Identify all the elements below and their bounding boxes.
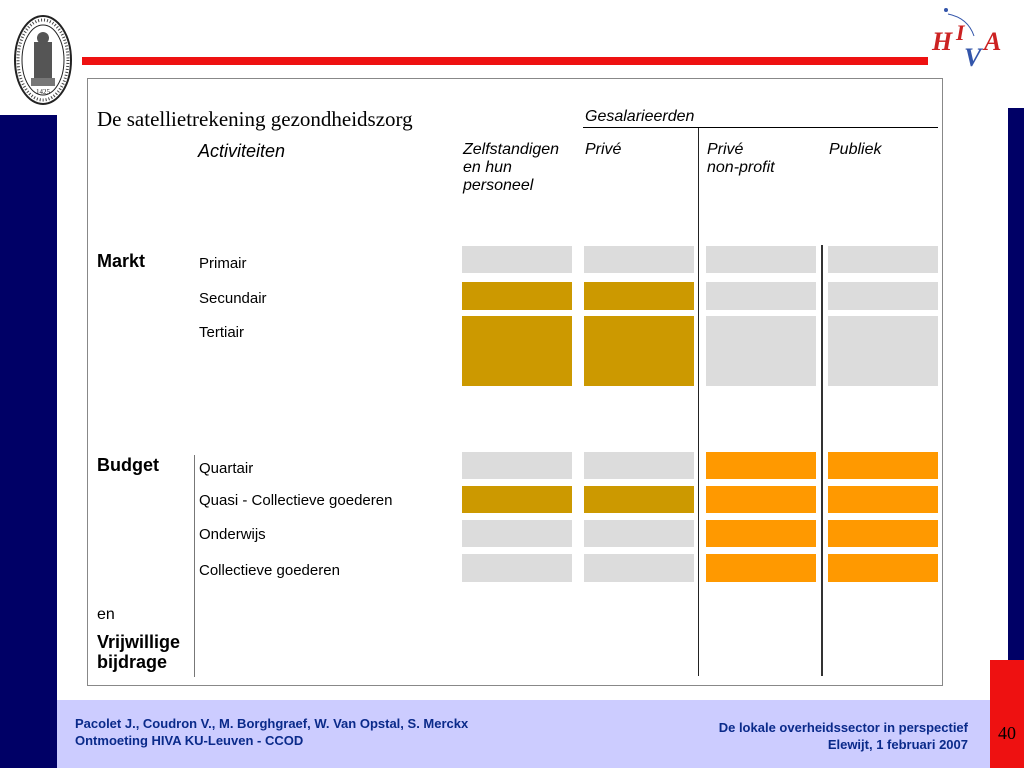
- column-header-line: personeel: [463, 177, 534, 194]
- section-budget: Budget: [97, 455, 159, 475]
- matrix-cell-grey: [462, 452, 572, 479]
- section-markt: Markt: [97, 251, 146, 271]
- matrix-cell-grey: [584, 520, 694, 547]
- column-header-line: en hun: [463, 159, 512, 176]
- row-label: Tertiair: [199, 324, 245, 341]
- group-header: Gesalarieerden: [585, 108, 695, 125]
- footer-event-line: Ontmoeting HIVA KU-Leuven - CCOD: [75, 733, 304, 748]
- section-en: en: [97, 606, 115, 623]
- matrix-cell-grey: [462, 554, 572, 582]
- section-vrijwillige: [97, 632, 180, 672]
- matrix-cell-grey: [584, 554, 694, 582]
- page-number: 40: [998, 723, 1016, 743]
- svg-text:1425: 1425: [36, 88, 50, 96]
- matrix-cell-orange: [828, 554, 938, 582]
- row-label: Quasi - Collectieve goederen: [199, 492, 393, 509]
- column-header-line: non-profit: [707, 159, 775, 176]
- hiva-logo: [928, 6, 1020, 72]
- matrix-cell-grey: [828, 282, 938, 310]
- left-navy-bar: [0, 115, 57, 768]
- matrix-cell-orange: [828, 520, 938, 547]
- matrix-cell-orange: [828, 486, 938, 513]
- matrix-cell-gold: [584, 316, 694, 386]
- row-label: Collectieve goederen: [199, 562, 340, 579]
- matrix-cell-gold: [462, 486, 572, 513]
- matrix-cell-gold: [462, 282, 572, 310]
- matrix-cell-orange: [706, 452, 816, 479]
- footer-authors-line: Pacolet J., Coudron V., M. Borghgraef, W. Van Opstal, S. Merckx: [75, 716, 469, 731]
- matrix-cell-grey: [584, 246, 694, 273]
- row-label: Primair: [199, 255, 247, 272]
- row-label: Secundair: [199, 290, 267, 307]
- matrix-cell-grey: [584, 452, 694, 479]
- footer-presentation-title: De lokale overheidssector in perspectief: [718, 720, 968, 735]
- svg-text:V: V: [964, 43, 982, 72]
- svg-text:I: I: [956, 20, 965, 45]
- matrix-cell-orange: [706, 520, 816, 547]
- footer-authors: [75, 715, 468, 749]
- column-header-line: Privé: [707, 141, 744, 158]
- svg-text:A: A: [984, 27, 1002, 56]
- matrix-cell-gold: [584, 486, 694, 513]
- row-label: Quartair: [199, 460, 254, 477]
- right-navy-bar: [1008, 108, 1024, 663]
- matrix-cell-orange: [706, 486, 816, 513]
- matrix-cell-gold: [462, 316, 572, 386]
- university-seal-logo: [12, 12, 74, 108]
- matrix-cell-orange: [706, 554, 816, 582]
- column-header-zelfstandigen: [463, 141, 559, 195]
- budget-bracket-line: [194, 455, 195, 677]
- column-header-prive-non-profit: [707, 141, 775, 177]
- matrix-cell-grey: [706, 246, 816, 273]
- footer-presentation: [719, 719, 968, 753]
- activities-header: Activiteiten: [198, 141, 286, 161]
- column-header-prive: [585, 141, 621, 159]
- matrix-cell-grey: [828, 246, 938, 273]
- footer-date: Elewijt, 1 februari 2007: [827, 737, 968, 752]
- section-vrijwillige-line: bijdrage: [97, 652, 168, 672]
- section-vrijwillige-line: Vrijwillige: [97, 632, 181, 652]
- column-header-line: Publiek: [829, 141, 882, 158]
- row-label: Onderwijs: [199, 526, 266, 543]
- svg-text:H: H: [932, 27, 953, 56]
- matrix-cell-gold: [584, 282, 694, 310]
- page-number-box: [990, 660, 1024, 768]
- column-header-line: Privé: [585, 141, 622, 158]
- top-red-rule: [82, 57, 928, 65]
- matrix-cell-grey: [706, 316, 816, 386]
- group-header-rule: [583, 127, 938, 128]
- separator-line: [821, 245, 823, 676]
- column-header-line: Zelfstandigen: [463, 141, 560, 158]
- matrix-cell-grey: [706, 282, 816, 310]
- matrix-cell-grey: [462, 520, 572, 547]
- column-header-publiek: [829, 141, 881, 159]
- matrix-cell-grey: [462, 246, 572, 273]
- slide-title: De satellietrekening gezondheidszorg: [97, 107, 413, 131]
- matrix-cell-grey: [828, 316, 938, 386]
- separator-line: [698, 128, 699, 676]
- matrix-cell-orange: [828, 452, 938, 479]
